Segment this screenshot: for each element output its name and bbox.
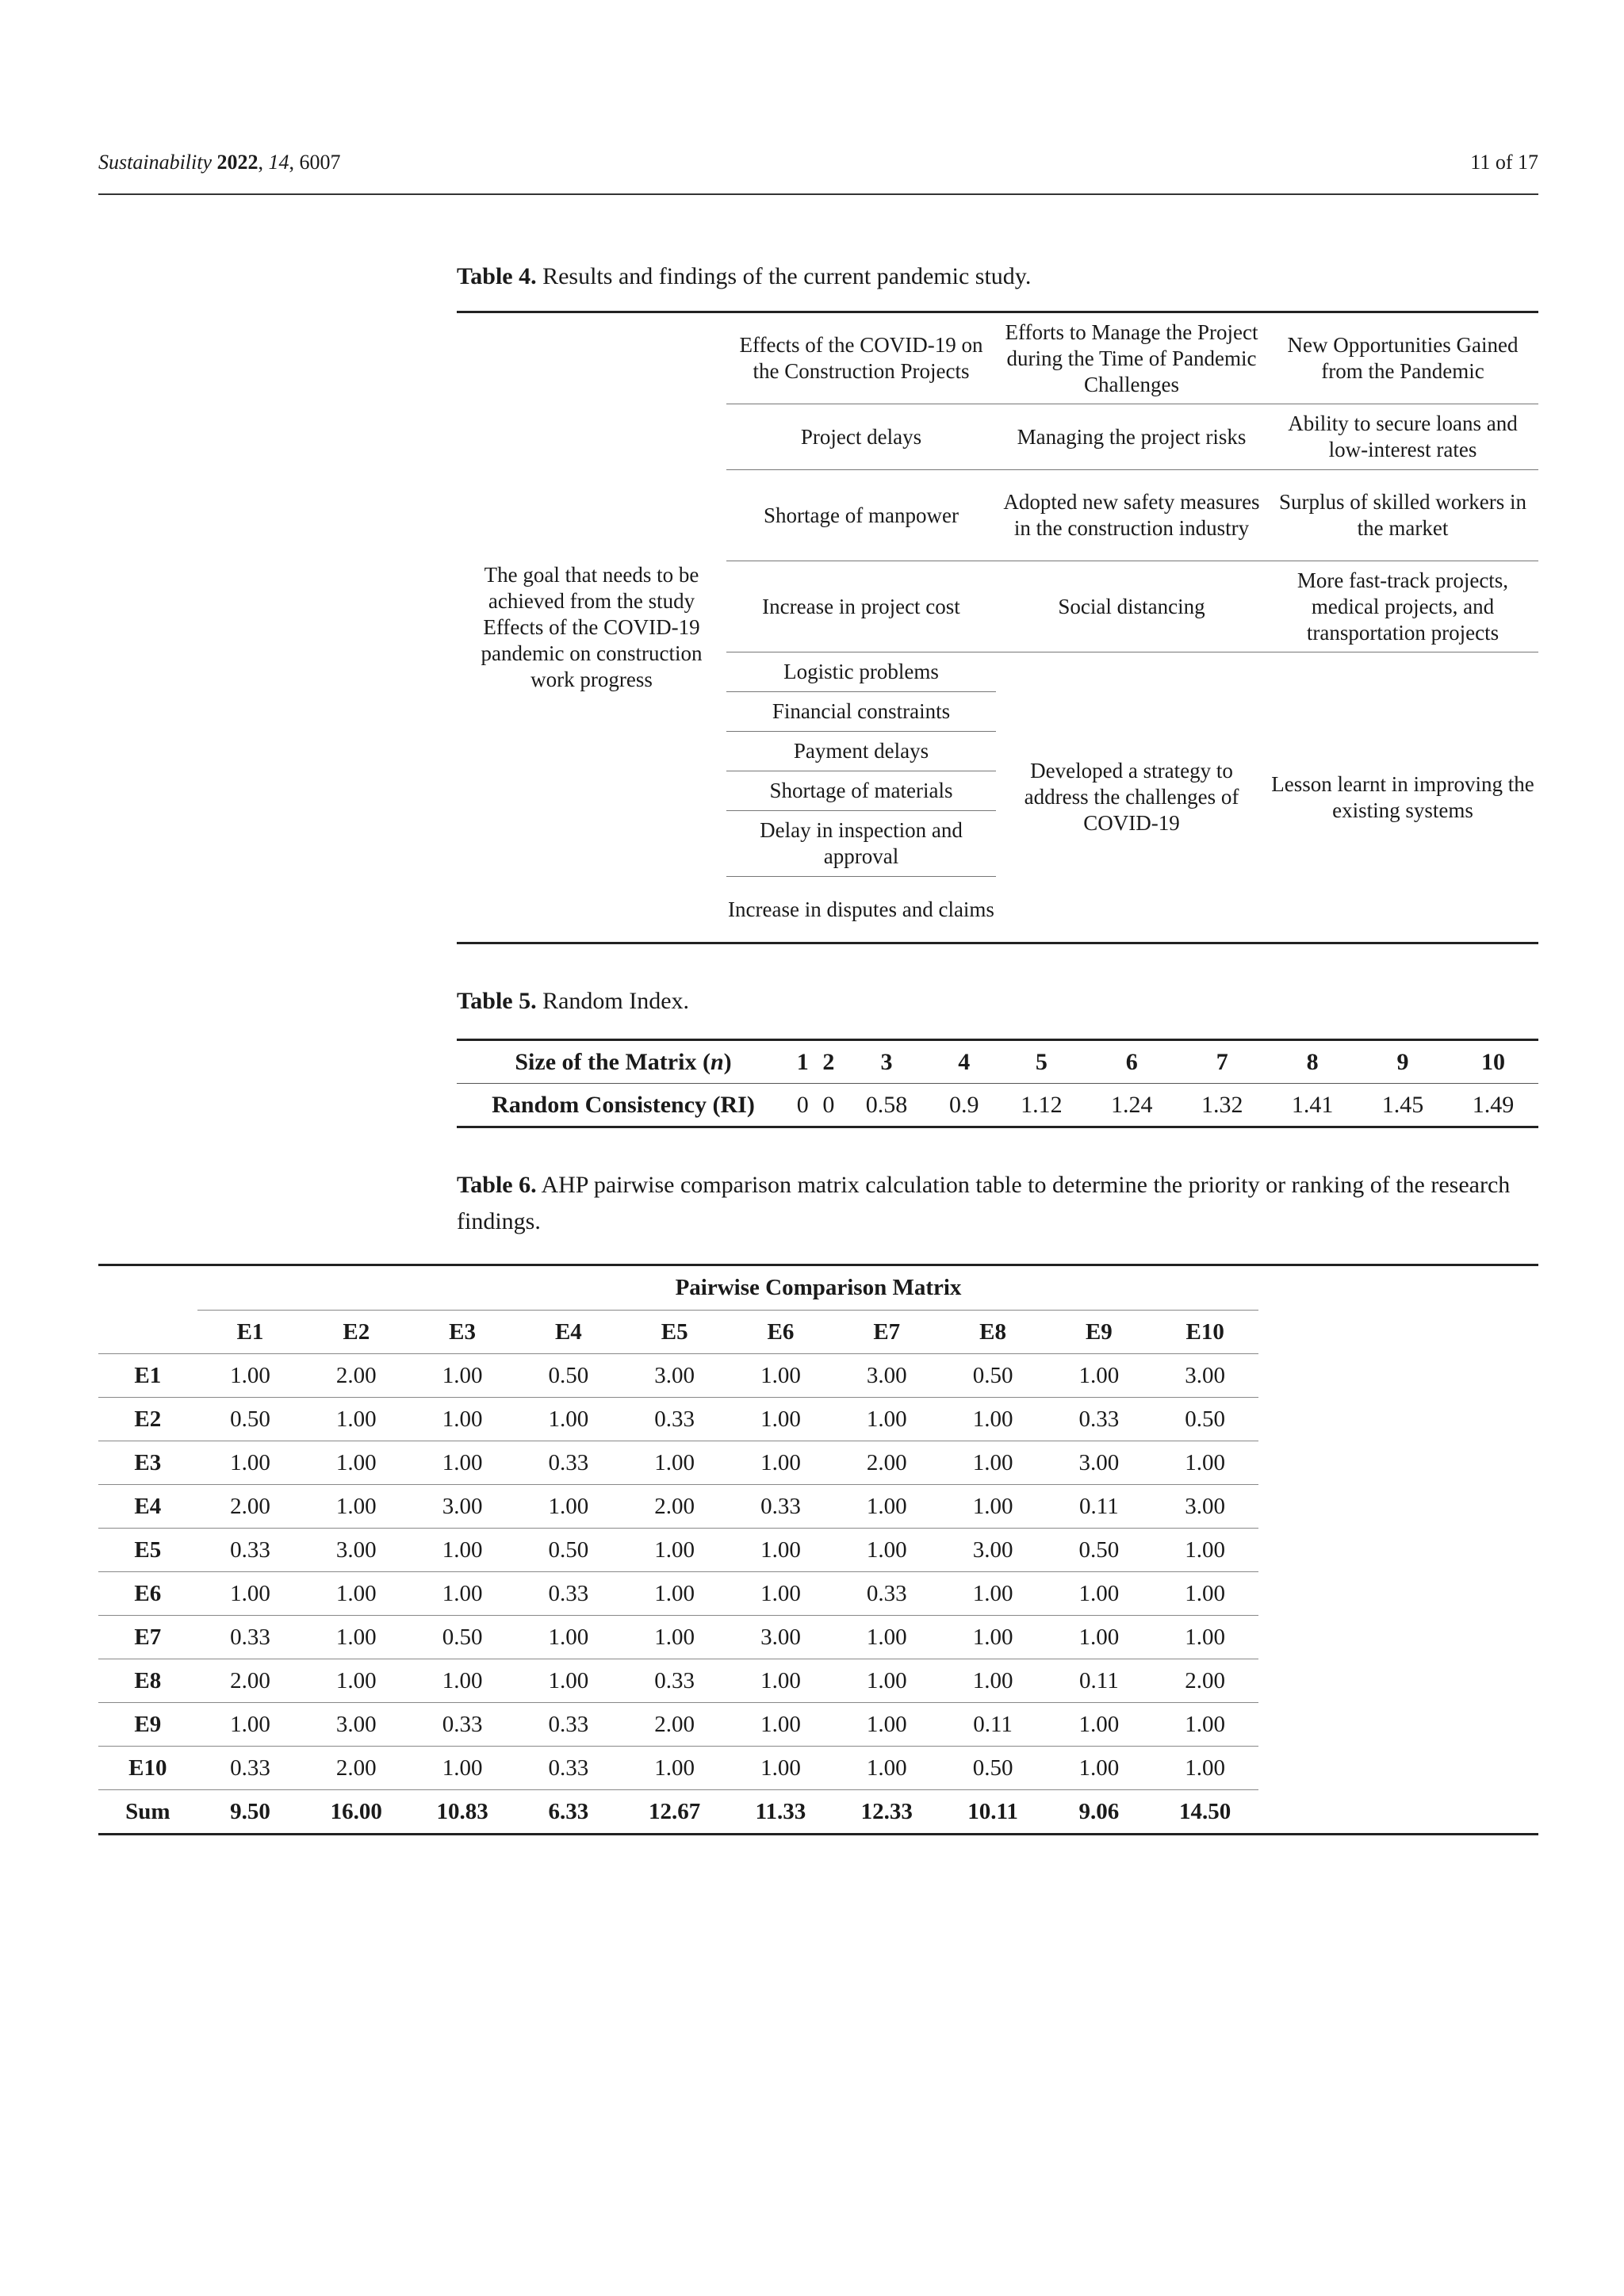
- table6-col-header: E7: [833, 1311, 940, 1354]
- table-row: [98, 1441, 1538, 1485]
- table6-cell: 1.00: [728, 1398, 834, 1441]
- table6-cell: 0.33: [728, 1485, 834, 1529]
- table6-cell: 0.33: [833, 1572, 940, 1616]
- table6-col-header: E3: [409, 1311, 515, 1354]
- table6-spacer: [1258, 1441, 1538, 1485]
- table6-cell: 3.00: [303, 1703, 409, 1747]
- table6-cell: 0.33: [197, 1747, 304, 1790]
- table5-label: Table 5.: [457, 988, 537, 1014]
- table5-size-cell: 2: [816, 1040, 842, 1084]
- table5-size-cell: 1: [790, 1040, 816, 1084]
- table5-size-cell: 4: [932, 1040, 996, 1084]
- table6-cell: 0.11: [1046, 1485, 1152, 1529]
- table5-ri-cell: 1.32: [1201, 1091, 1243, 1118]
- table6-spacer: [1258, 1616, 1538, 1659]
- article-number: 6007: [299, 151, 341, 174]
- table6-spacer: [1258, 1747, 1538, 1790]
- table6-sum-cell: 10.83: [436, 1798, 488, 1824]
- table6-spacer: [1258, 1659, 1538, 1703]
- table6-cell: 0.11: [940, 1703, 1046, 1747]
- table5-size-cell: 5: [996, 1040, 1086, 1084]
- table5-size-cell: 8: [1267, 1040, 1358, 1084]
- table6-cell: 0.50: [515, 1529, 622, 1572]
- table6-cell: 1.00: [515, 1659, 622, 1703]
- table6-cell: 0.50: [940, 1354, 1046, 1398]
- table6-row-header: E9: [98, 1703, 197, 1747]
- table6-cell: 3.00: [1046, 1441, 1152, 1485]
- journal-volume: 14: [268, 151, 289, 174]
- table6-cell: 3.00: [833, 1354, 940, 1398]
- table4-goal-cell: The goal that needs to be achieved from the study Effects of the COVID-19 pandemic on construction work progress: [481, 563, 703, 691]
- table6-sum-cell: 12.33: [860, 1798, 913, 1824]
- table6-cell: 1.00: [833, 1703, 940, 1747]
- table6-cell: 0.50: [515, 1354, 622, 1398]
- table6-cell: 1.00: [622, 1572, 728, 1616]
- journal-citation: Sustainability 2022, 14, 6007: [98, 151, 341, 174]
- table4-effect-cell: Logistic problems: [726, 652, 996, 692]
- table6-col-header: E8: [940, 1311, 1046, 1354]
- table6-label: Table 6.: [457, 1172, 537, 1198]
- table6-cell: 1.00: [1152, 1703, 1258, 1747]
- table6-row-header: E4: [98, 1485, 197, 1529]
- table6-cell: 1.00: [728, 1572, 834, 1616]
- table6-cell: 1.00: [409, 1659, 515, 1703]
- table4-effect-cell: Shortage of materials: [726, 771, 996, 811]
- table6-spacer: [1258, 1703, 1538, 1747]
- table6-cell: 1.00: [833, 1616, 940, 1659]
- table5-size-cell: 9: [1358, 1040, 1448, 1084]
- table4-effort-cell: Developed a strategy to address the challenges of COVID-19: [996, 652, 1267, 943]
- table6-cell: 1.00: [1046, 1747, 1152, 1790]
- table6-col-header: E5: [622, 1311, 728, 1354]
- table6-row-header: E5: [98, 1529, 197, 1572]
- journal-year: 2022: [216, 151, 259, 174]
- table6-cell: 1.00: [303, 1616, 409, 1659]
- table6-caption-text: AHP pairwise comparison matrix calculation table to determine the priority or ranking of the research findings.: [457, 1172, 1511, 1234]
- table6-sum-cell: 6.33: [548, 1798, 589, 1824]
- table6-cell: 1.00: [303, 1485, 409, 1529]
- table6-sum-cell: 14.50: [1179, 1798, 1231, 1824]
- table5-ri-cell: 0.58: [865, 1091, 908, 1118]
- table6-spacer: [1258, 1529, 1538, 1572]
- table6-cell: 1.00: [940, 1441, 1046, 1485]
- table6-cell: 0.11: [1046, 1659, 1152, 1703]
- table6-cell: 1.00: [728, 1441, 834, 1485]
- table6-sum-cell: 9.50: [230, 1798, 270, 1824]
- table6-col-header: E6: [728, 1311, 834, 1354]
- table6-cell: 0.33: [515, 1747, 622, 1790]
- table4-col-header-opportunities: New Opportunities Gained from the Pandemic: [1287, 333, 1519, 383]
- table6-cell: 2.00: [303, 1747, 409, 1790]
- table6-cell: 2.00: [197, 1659, 304, 1703]
- table6-sum-cell: 11.33: [755, 1798, 806, 1824]
- table6-cell: 0.33: [1046, 1398, 1152, 1441]
- table6-cell: 1.00: [409, 1529, 515, 1572]
- table6-cell: 1.00: [622, 1441, 728, 1485]
- table-row: [98, 1747, 1538, 1790]
- table6-cell: 3.00: [303, 1529, 409, 1572]
- table6-cell: 1.00: [409, 1398, 515, 1441]
- table6-cell: 0.50: [1046, 1529, 1152, 1572]
- table6-row-header: E10: [98, 1747, 197, 1790]
- table6-sum-row: [98, 1790, 1538, 1835]
- table6-cell: 1.00: [303, 1441, 409, 1485]
- table5-size-cell: 6: [1086, 1040, 1177, 1084]
- table6-row-header: E1: [98, 1354, 197, 1398]
- table6-cell: 2.00: [197, 1485, 304, 1529]
- table5-caption-text: Random Index.: [542, 988, 690, 1014]
- table6-col-header: E10: [1152, 1311, 1258, 1354]
- table6-cell: 0.33: [622, 1659, 728, 1703]
- table6-cell: 3.00: [622, 1354, 728, 1398]
- table6-cell: 0.33: [409, 1703, 515, 1747]
- table6-cell: 1.00: [1152, 1529, 1258, 1572]
- table-row: [98, 1572, 1538, 1616]
- table-row: [98, 1616, 1538, 1659]
- table6-cell: 0.50: [197, 1398, 304, 1441]
- table6-cell: 1.00: [940, 1616, 1046, 1659]
- table-row: [98, 1659, 1538, 1703]
- table6-cell: 3.00: [1152, 1485, 1258, 1529]
- table6-cell: 1.00: [728, 1747, 834, 1790]
- table6-cell: 1.00: [1152, 1616, 1258, 1659]
- table6-cell: 1.00: [197, 1441, 304, 1485]
- table6-cell: 1.00: [1152, 1747, 1258, 1790]
- table6-cell: 3.00: [728, 1616, 834, 1659]
- table6-cell: 1.00: [1046, 1703, 1152, 1747]
- table6-cell: 0.33: [622, 1398, 728, 1441]
- table6-cell: 2.00: [622, 1703, 728, 1747]
- table6-spacer: [1258, 1398, 1538, 1441]
- table-row: [98, 1398, 1538, 1441]
- table6-cell: 1.00: [940, 1572, 1046, 1616]
- table5-ri-cell: 1.49: [1472, 1091, 1515, 1118]
- table5-ri-cell: 1.12: [1021, 1091, 1063, 1118]
- table4-effect-cell: Increase in disputes and claims: [726, 877, 996, 943]
- table6-cell: 0.50: [1152, 1398, 1258, 1441]
- table6-cell: 0.33: [197, 1529, 304, 1572]
- running-header: [98, 151, 1538, 195]
- table6: [98, 1264, 1538, 1835]
- table6-sum-cell: 16.00: [330, 1798, 382, 1824]
- table6-spacer: [1258, 1311, 1538, 1354]
- table6-cell: 3.00: [940, 1529, 1046, 1572]
- table6-cell: 1.00: [833, 1659, 940, 1703]
- table6-cell: 1.00: [515, 1616, 622, 1659]
- table4-opportunity-cell: More fast-track projects, medical projects, and transportation projects: [1267, 561, 1538, 652]
- table6-cell: 1.00: [833, 1485, 940, 1529]
- table6-col-header: E1: [197, 1311, 304, 1354]
- table6-cell: 0.33: [515, 1572, 622, 1616]
- table5-size-label: Size of the Matrix (n): [457, 1040, 790, 1084]
- table6-cell: 1.00: [622, 1529, 728, 1572]
- table6-sum-cell: 9.06: [1078, 1798, 1120, 1824]
- table6-cell: 1.00: [940, 1485, 1046, 1529]
- table4-opportunity-cell: Ability to secure loans and low-interest rates: [1267, 404, 1538, 470]
- table-row: [98, 1529, 1538, 1572]
- table6-col-header: E9: [1046, 1311, 1152, 1354]
- table5-ri-cell: 1.24: [1111, 1091, 1153, 1118]
- table6-cell: 3.00: [409, 1485, 515, 1529]
- table5-ri-cell: 0: [822, 1091, 835, 1118]
- table6-cell: 1.00: [515, 1485, 622, 1529]
- table5-caption: [457, 983, 1538, 1020]
- table6-cell: 1.00: [940, 1398, 1046, 1441]
- table4-label: Table 4.: [457, 263, 537, 289]
- table6-cell: 1.00: [409, 1441, 515, 1485]
- table5-size-cell: 3: [841, 1040, 932, 1084]
- table6-cell: 1.00: [409, 1572, 515, 1616]
- table6-cell: 1.00: [728, 1703, 834, 1747]
- table6-col-header: E2: [303, 1311, 409, 1354]
- table5-size-cell: 7: [1177, 1040, 1267, 1084]
- table6-cell: 1.00: [728, 1529, 834, 1572]
- table6-cell: 0.50: [409, 1616, 515, 1659]
- table6-cell: 1.00: [1046, 1354, 1152, 1398]
- table6-cell: 0.33: [197, 1616, 304, 1659]
- table6-row-header: E7: [98, 1616, 197, 1659]
- table6-sum-cell: 10.11: [967, 1798, 1018, 1824]
- table4-effect-cell: Payment delays: [726, 732, 996, 771]
- table5-size-cell: 10: [1448, 1040, 1538, 1084]
- table6-cell: 1.00: [833, 1529, 940, 1572]
- table4-effort-cell: Adopted new safety measures in the construction industry: [996, 470, 1267, 561]
- table6-col-header: E4: [515, 1311, 622, 1354]
- table6-row-header: E2: [98, 1398, 197, 1441]
- table-row: [98, 1354, 1538, 1398]
- table4-col-header-effects: Effects of the COVID-19 on the Construction Projects: [739, 333, 983, 383]
- table6-cell: 1.00: [622, 1747, 728, 1790]
- table5-ri-cell: 1.41: [1291, 1091, 1334, 1118]
- table5: [457, 1039, 1538, 1128]
- table6-cell: 1.00: [515, 1398, 622, 1441]
- table6-cell: 1.00: [303, 1398, 409, 1441]
- table6-cell: 0.50: [940, 1747, 1046, 1790]
- table5-ri-cell: 1.45: [1381, 1091, 1424, 1118]
- table6-cell: 2.00: [622, 1485, 728, 1529]
- table4-col-header-efforts: Efforts to Manage the Project during the Time of Pandemic Challenges: [1005, 320, 1258, 396]
- table4-opportunity-cell: Lesson learnt in improving the existing systems: [1267, 652, 1538, 943]
- table6-cell: 1.00: [197, 1354, 304, 1398]
- table4-effort-cell: Social distancing: [996, 561, 1267, 652]
- table6-cell: 1.00: [303, 1572, 409, 1616]
- table6-spacer: [1258, 1354, 1538, 1398]
- table6-cell: 3.00: [1152, 1354, 1258, 1398]
- table6-cell: 1.00: [197, 1572, 304, 1616]
- table6-cell: 2.00: [303, 1354, 409, 1398]
- table6-title: Pairwise Comparison Matrix: [675, 1275, 962, 1300]
- table6-row-header: E3: [98, 1441, 197, 1485]
- table4: [457, 311, 1538, 944]
- table6-cell: 1.00: [1046, 1616, 1152, 1659]
- table6-cell: 0.33: [515, 1441, 622, 1485]
- table6-cell: 1.00: [1046, 1572, 1152, 1616]
- table4-effect-cell: Shortage of manpower: [726, 470, 996, 561]
- table6-cell: 1.00: [1152, 1441, 1258, 1485]
- table4-effect-cell: Project delays: [726, 404, 996, 470]
- table4-caption: [457, 258, 1538, 295]
- table6-cell: 0.33: [515, 1703, 622, 1747]
- table6-cell: 1.00: [833, 1747, 940, 1790]
- table5-ri-label: Random Consistency (RI): [492, 1091, 755, 1118]
- table6-sum-label: Sum: [125, 1798, 170, 1824]
- table6-cell: 1.00: [409, 1747, 515, 1790]
- table6-cell: 1.00: [409, 1354, 515, 1398]
- table6-row-header: E6: [98, 1572, 197, 1616]
- table-row: [98, 1485, 1538, 1529]
- table6-cell: 1.00: [728, 1354, 834, 1398]
- table6-cell: 1.00: [197, 1703, 304, 1747]
- table6-cell: 1.00: [833, 1398, 940, 1441]
- table6-spacer: [1258, 1572, 1538, 1616]
- table6-cell: 1.00: [622, 1616, 728, 1659]
- table6-cell: 2.00: [833, 1441, 940, 1485]
- page-number: 11 of 17: [1470, 151, 1538, 174]
- table-row: [98, 1703, 1538, 1747]
- table6-cell: 1.00: [728, 1659, 834, 1703]
- table6-sum-cell: 12.67: [649, 1798, 701, 1824]
- table4-effect-cell: Financial constraints: [726, 692, 996, 732]
- table5-ri-cell: 0: [796, 1091, 809, 1118]
- journal-name: Sustainability: [98, 151, 212, 174]
- table6-cell: 1.00: [303, 1659, 409, 1703]
- table6-spacer: [1258, 1485, 1538, 1529]
- table6-caption: [457, 1167, 1538, 1240]
- table6-cell: 1.00: [940, 1659, 1046, 1703]
- table4-effect-cell: Increase in project cost: [726, 561, 996, 652]
- table6-cell: 2.00: [1152, 1659, 1258, 1703]
- table6-row-header: E8: [98, 1659, 197, 1703]
- table5-ri-cell: 0.9: [948, 1091, 979, 1118]
- table4-caption-text: Results and findings of the current pandemic study.: [542, 263, 1032, 289]
- table4-opportunity-cell: Surplus of skilled workers in the market: [1267, 470, 1538, 561]
- table6-cell: 1.00: [1152, 1572, 1258, 1616]
- table6-spacer: [1258, 1790, 1538, 1835]
- table6-corner-cell: [98, 1311, 197, 1354]
- table4-effort-cell: Managing the project risks: [996, 404, 1267, 470]
- table4-effect-cell: Delay in inspection and approval: [726, 811, 996, 877]
